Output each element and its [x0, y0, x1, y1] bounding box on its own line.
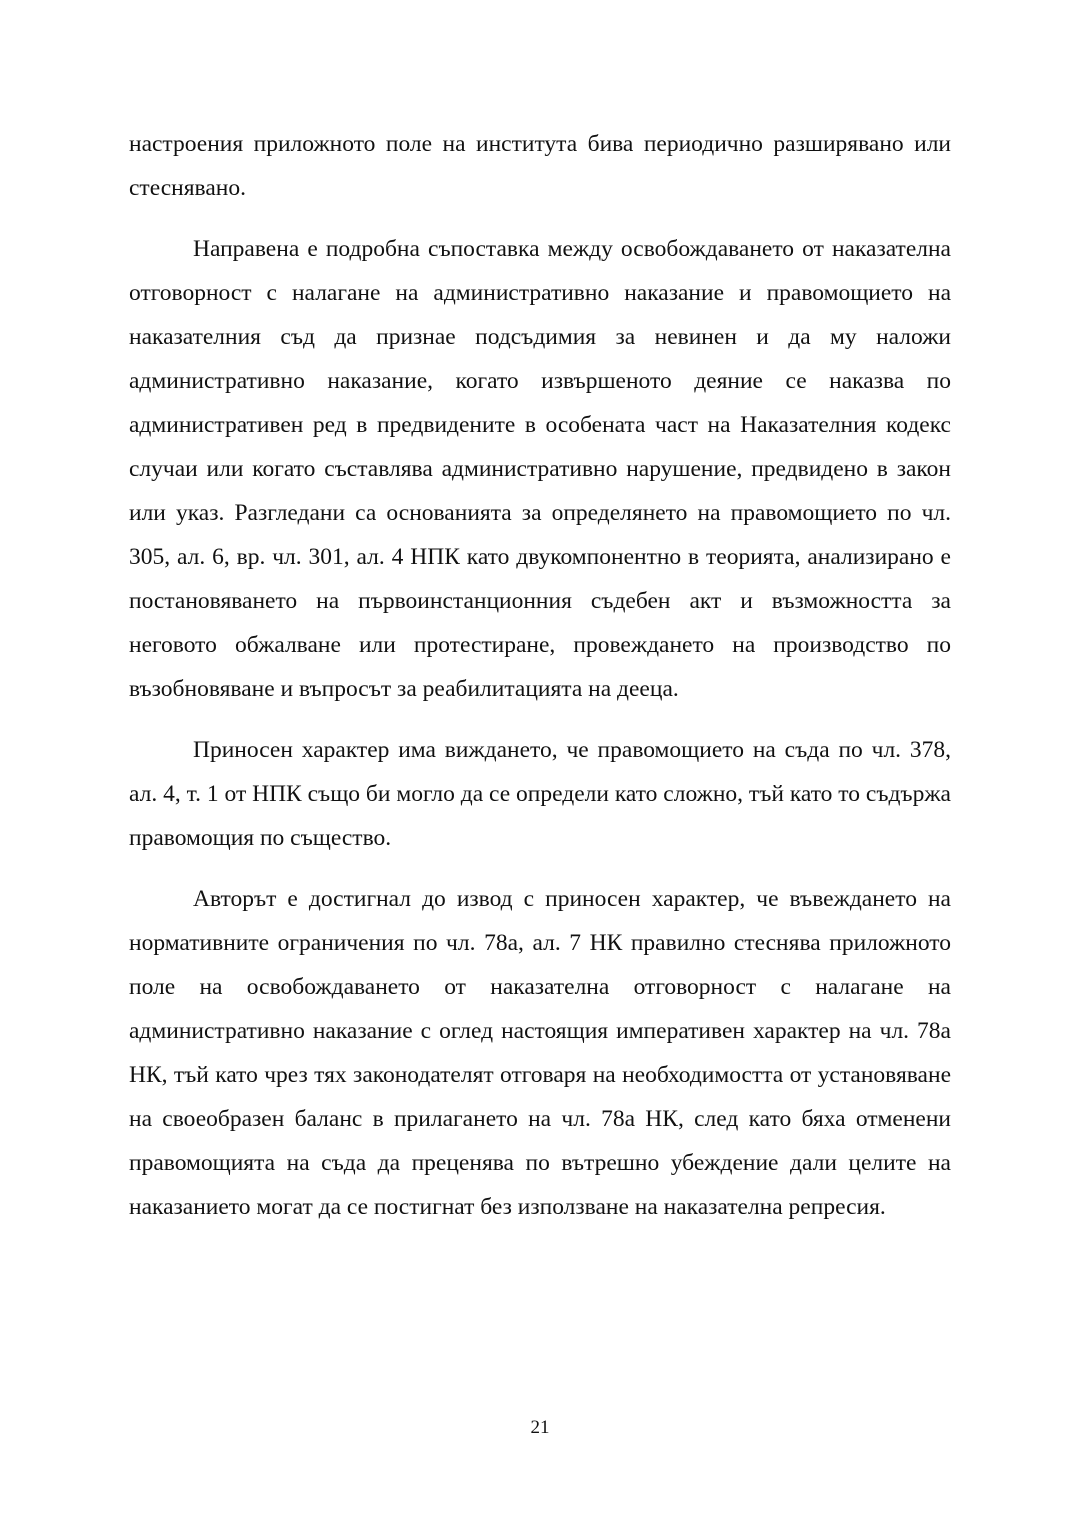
- paragraph-conclusion-78a: Авторът е достигнал до извод с приносен характер, че въвеждането на нормативните ограничения по чл. 78а, ал. 7 НК правилно стеснява приложното поле на освобождаването от наказателна отговорност с налагане на административно наказание с оглед настоящия императивен характер на чл. 78а НК, тъй като чрез тях законодателят отговаря на необходимостта от установяване на своеобразен баланс в прилагането на чл. 78а НК, след като бяха отменени правомощията на съда да преценява по вътрешно убеждение дали целите на наказанието могат да се постигнат без използване на наказателна репресия.: [129, 886, 951, 1220]
- page-number: 21: [530, 1417, 550, 1438]
- paragraph-comparison: Направена е подробна съпоставка между освобождаването от наказателна отговорност с налагане на административно наказание и правомощието на наказателния съд да признае подсъдимия за невинен и да му наложи административно наказание, когато извършеното деяние се наказва по административен ред в предвидените в особената част на Наказателния кодекс случаи или когато съставлява административно нарушение, предвидено в закон или указ. Разгледани са основанията за определянето на правомощието по чл. 305, ал. 6, вр. чл. 301, ал. 4 НПК като двукомпонентно в теорията, анализирано е постановяването на първоинстанционния съдебен акт и възможността за неговото обжалване или протестиране, провеждането на производство по възобновяване и въпросът за реабилитацията на дееца.: [129, 236, 951, 702]
- body-text: [129, 122, 951, 1229]
- paragraph-contribution-378: Приносен характер има виждането, че правомощието на съда по чл. 378, ал. 4, т. 1 от НПК също би могло да се определи като сложно, тъй като то съдържа правомощия по същество.: [129, 737, 951, 851]
- paragraph-continuation: настроения приложното поле на института бива периодично разширявано или стеснявано.: [129, 131, 951, 201]
